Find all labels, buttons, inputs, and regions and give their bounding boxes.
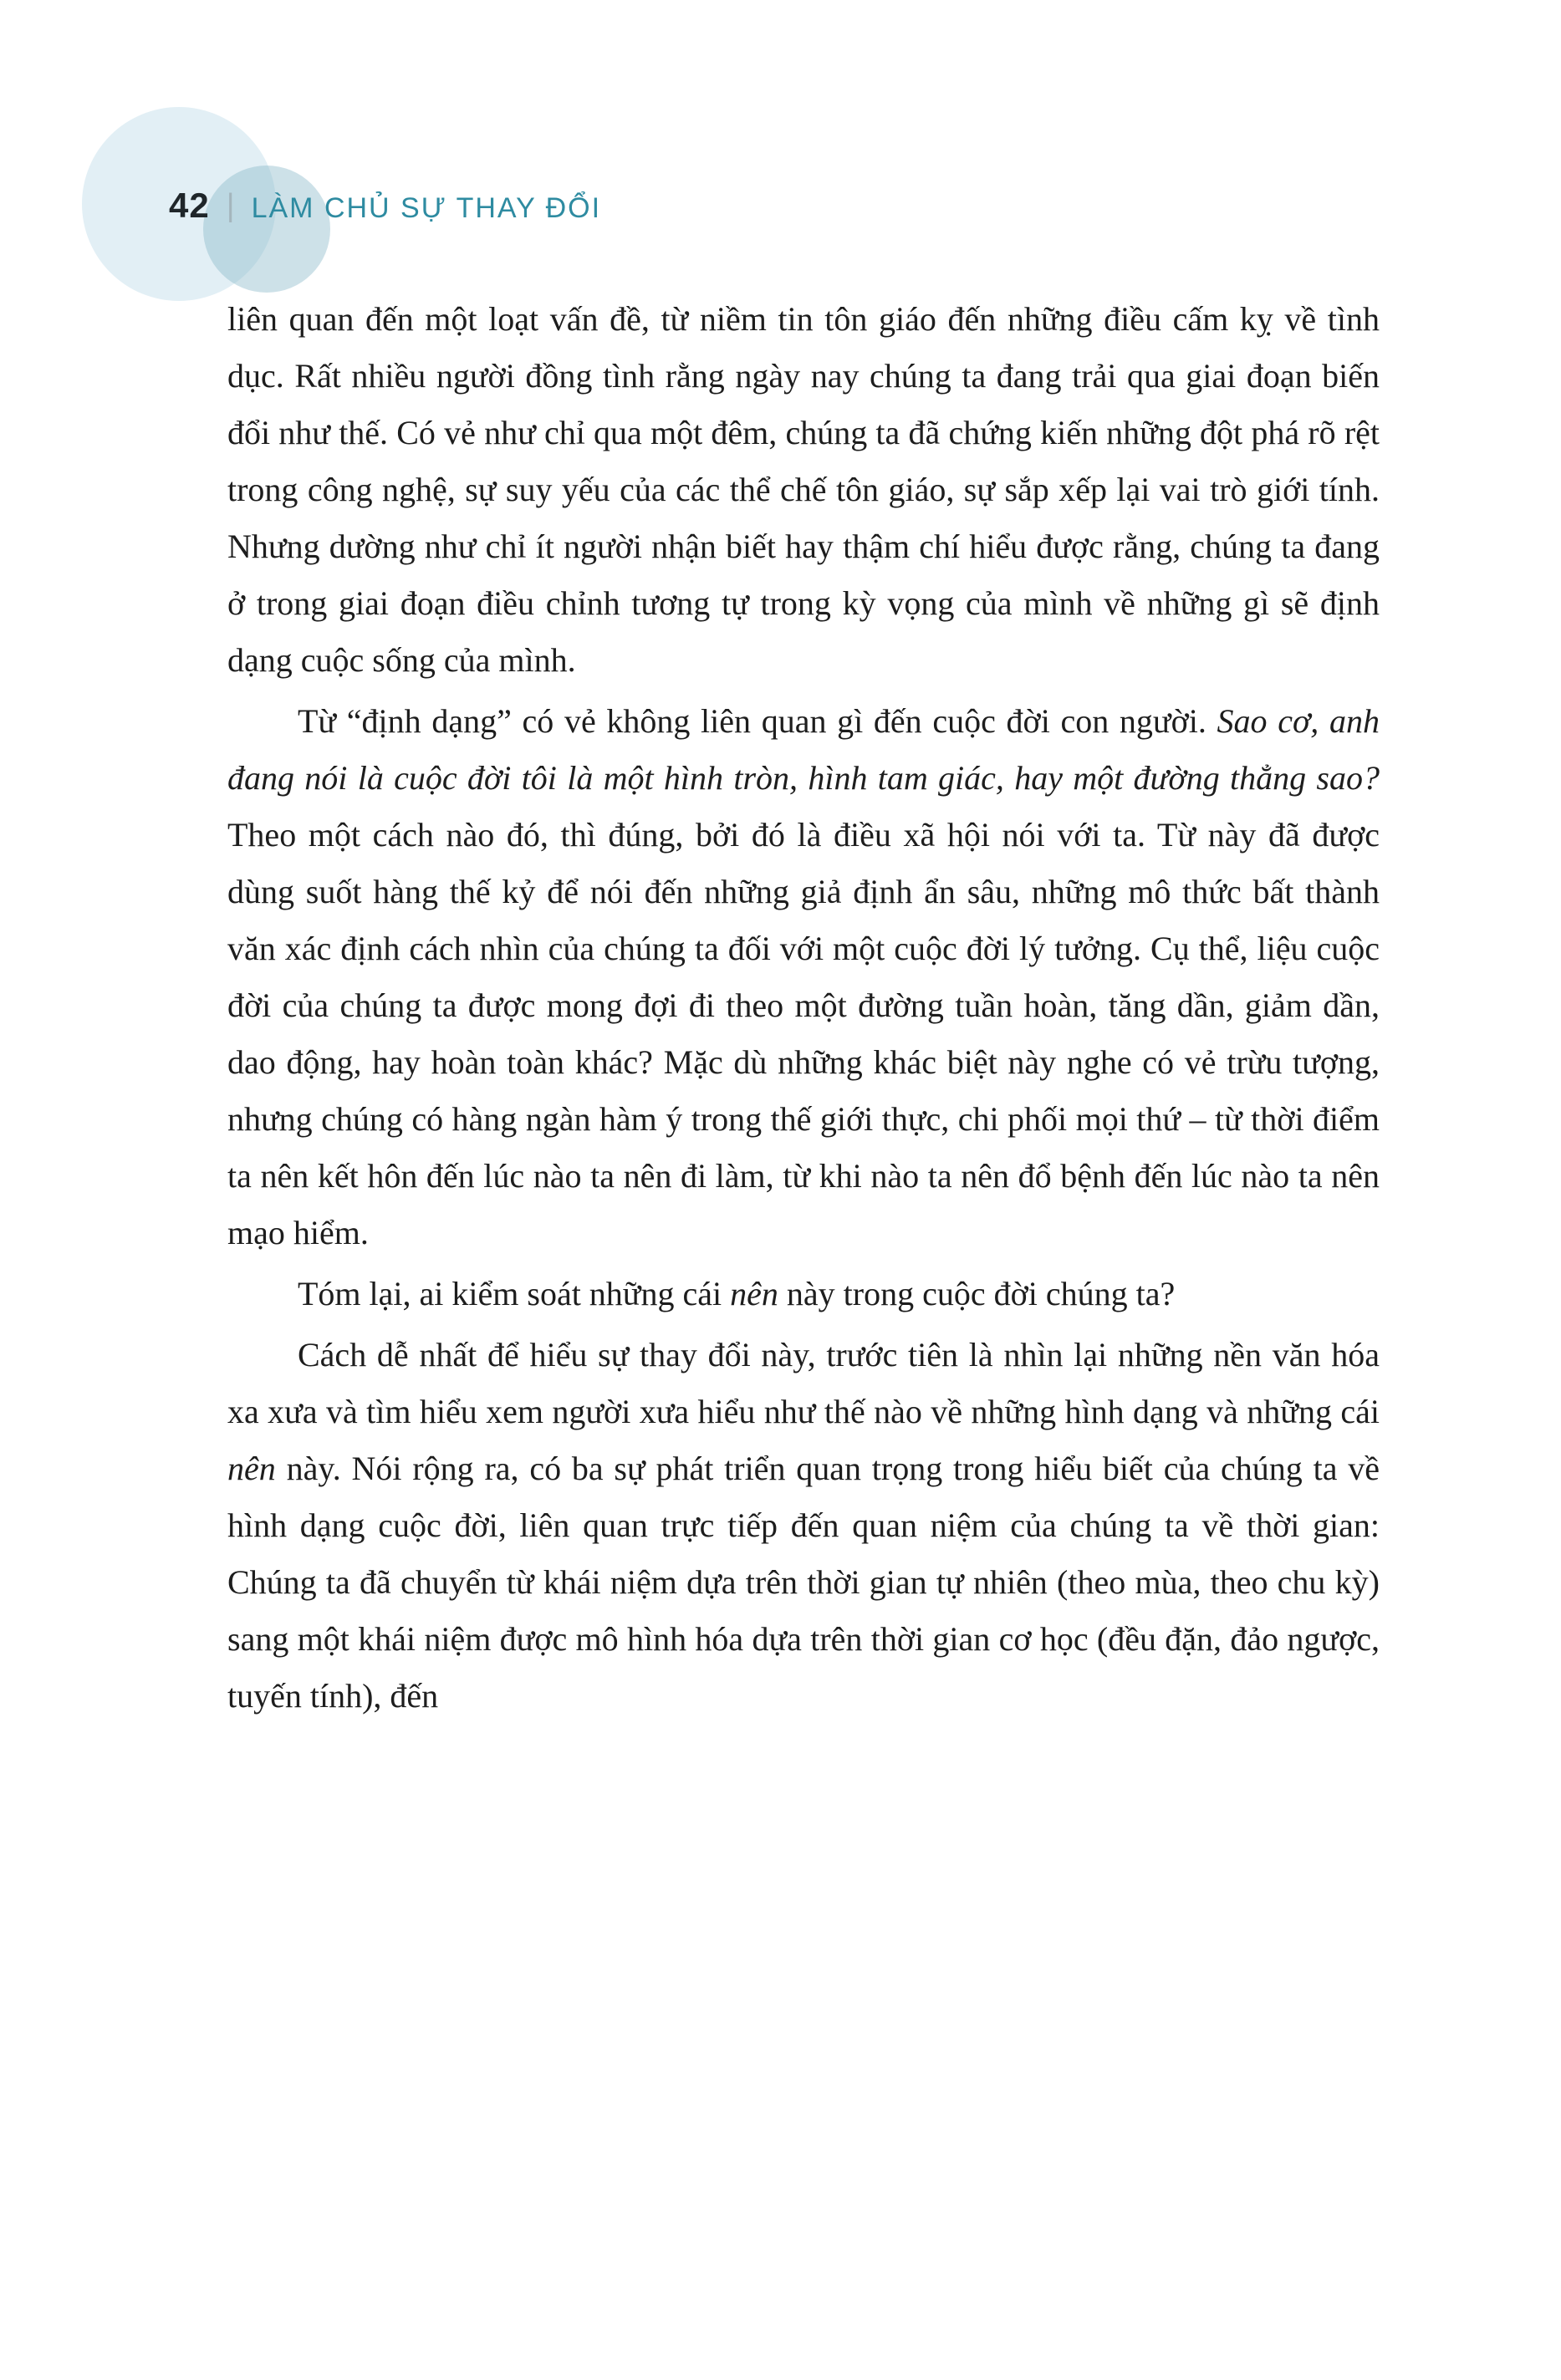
- running-title: LÀM CHỦ SỰ THAY ĐỔI: [251, 192, 602, 224]
- paragraph: [227, 1266, 1380, 1323]
- text-segment: Cách dễ nhất để hiểu sự thay đổi này, trước tiên là nhìn lại những nền văn hóa xa xưa và tìm hiểu xem người xưa hiểu như thế nào về những hình dạng và những cái: [227, 1336, 1380, 1430]
- decorative-circle-small-icon: [203, 166, 330, 293]
- header-separator: |: [226, 188, 235, 223]
- text-segment: Theo một cách nào đó, thì đúng, bởi đó là điều xã hội nói với ta. Từ này đã được dùng suốt hàng thế kỷ để nói đến những giả định ẩn sâu, những mô thức bất thành văn xác định cách nhìn của chúng ta đối với một cuộc đời lý tưởng. Cụ thể, liệu cuộc đời của chúng ta được mong đợi đi theo một đường tuần hoàn, tăng dần, giảm dần, dao động, hay hoàn toàn khác? Mặc dù những khác biệt này nghe có vẻ trừu tượng, nhưng chúng có hàng ngàn hàm ý trong thế giới thực, chi phối mọi thứ – từ thời điểm ta nên kết hôn đến lúc nào ta nên đi làm, từ khi nào ta nên đổ bệnh đến lúc nào ta nên mạo hiểm.: [227, 816, 1380, 1251]
- paragraph: [227, 291, 1380, 689]
- text-segment: Từ “định dạng” có vẻ không liên quan gì đến cuộc đời con người.: [298, 702, 1217, 740]
- text-segment: này. Nói rộng ra, có ba sự phát triển quan trọng trong hiểu biết của chúng ta về hình dạng cuộc đời, liên quan trực tiếp đến quan niệm của chúng ta về thời gian: Chúng ta đã chuyển từ khái niệm dựa trên thời gian tự nhiên (theo mùa, theo chu kỳ) sang một khái niệm được mô hình hóa dựa trên thời gian cơ học (đều đặn, đảo ngược, tuyến tính), đến: [227, 1450, 1380, 1715]
- text-segment: Tóm lại, ai kiểm soát những cái: [298, 1275, 731, 1312]
- italic-text-segment: Sao cơ, anh đang nói là cuộc đời tôi là một hình tròn, hình tam giác, hay một đường thẳng sao?: [227, 702, 1380, 797]
- paragraph: [227, 1327, 1380, 1725]
- paragraph: [227, 693, 1380, 1261]
- running-header: [169, 186, 601, 226]
- italic-text-segment: nên: [227, 1450, 276, 1487]
- body-text: [227, 291, 1380, 1729]
- text-segment: liên quan đến một loạt vấn đề, từ niềm tin tôn giáo đến những điều cấm kỵ về tình dục. Rất nhiều người đồng tình rằng ngày nay chúng ta đang trải qua giai đoạn biến đổi như thế. Có vẻ như chỉ qua một đêm, chúng ta đã chứng kiến những đột phá rõ rệt trong công nghệ, sự suy yếu của các thể chế tôn giáo, sự sắp xếp lại vai trò giới tính. Nhưng dường như chỉ ít người nhận biết hay thậm chí hiểu được rằng, chúng ta đang ở trong giai đoạn điều chỉnh tương tự trong kỳ vọng của mình về những gì sẽ định dạng cuộc sống của mình.: [227, 300, 1380, 679]
- page-number: 42: [169, 186, 210, 225]
- text-segment: này trong cuộc đời chúng ta?: [778, 1275, 1176, 1312]
- italic-text-segment: nên: [730, 1275, 778, 1312]
